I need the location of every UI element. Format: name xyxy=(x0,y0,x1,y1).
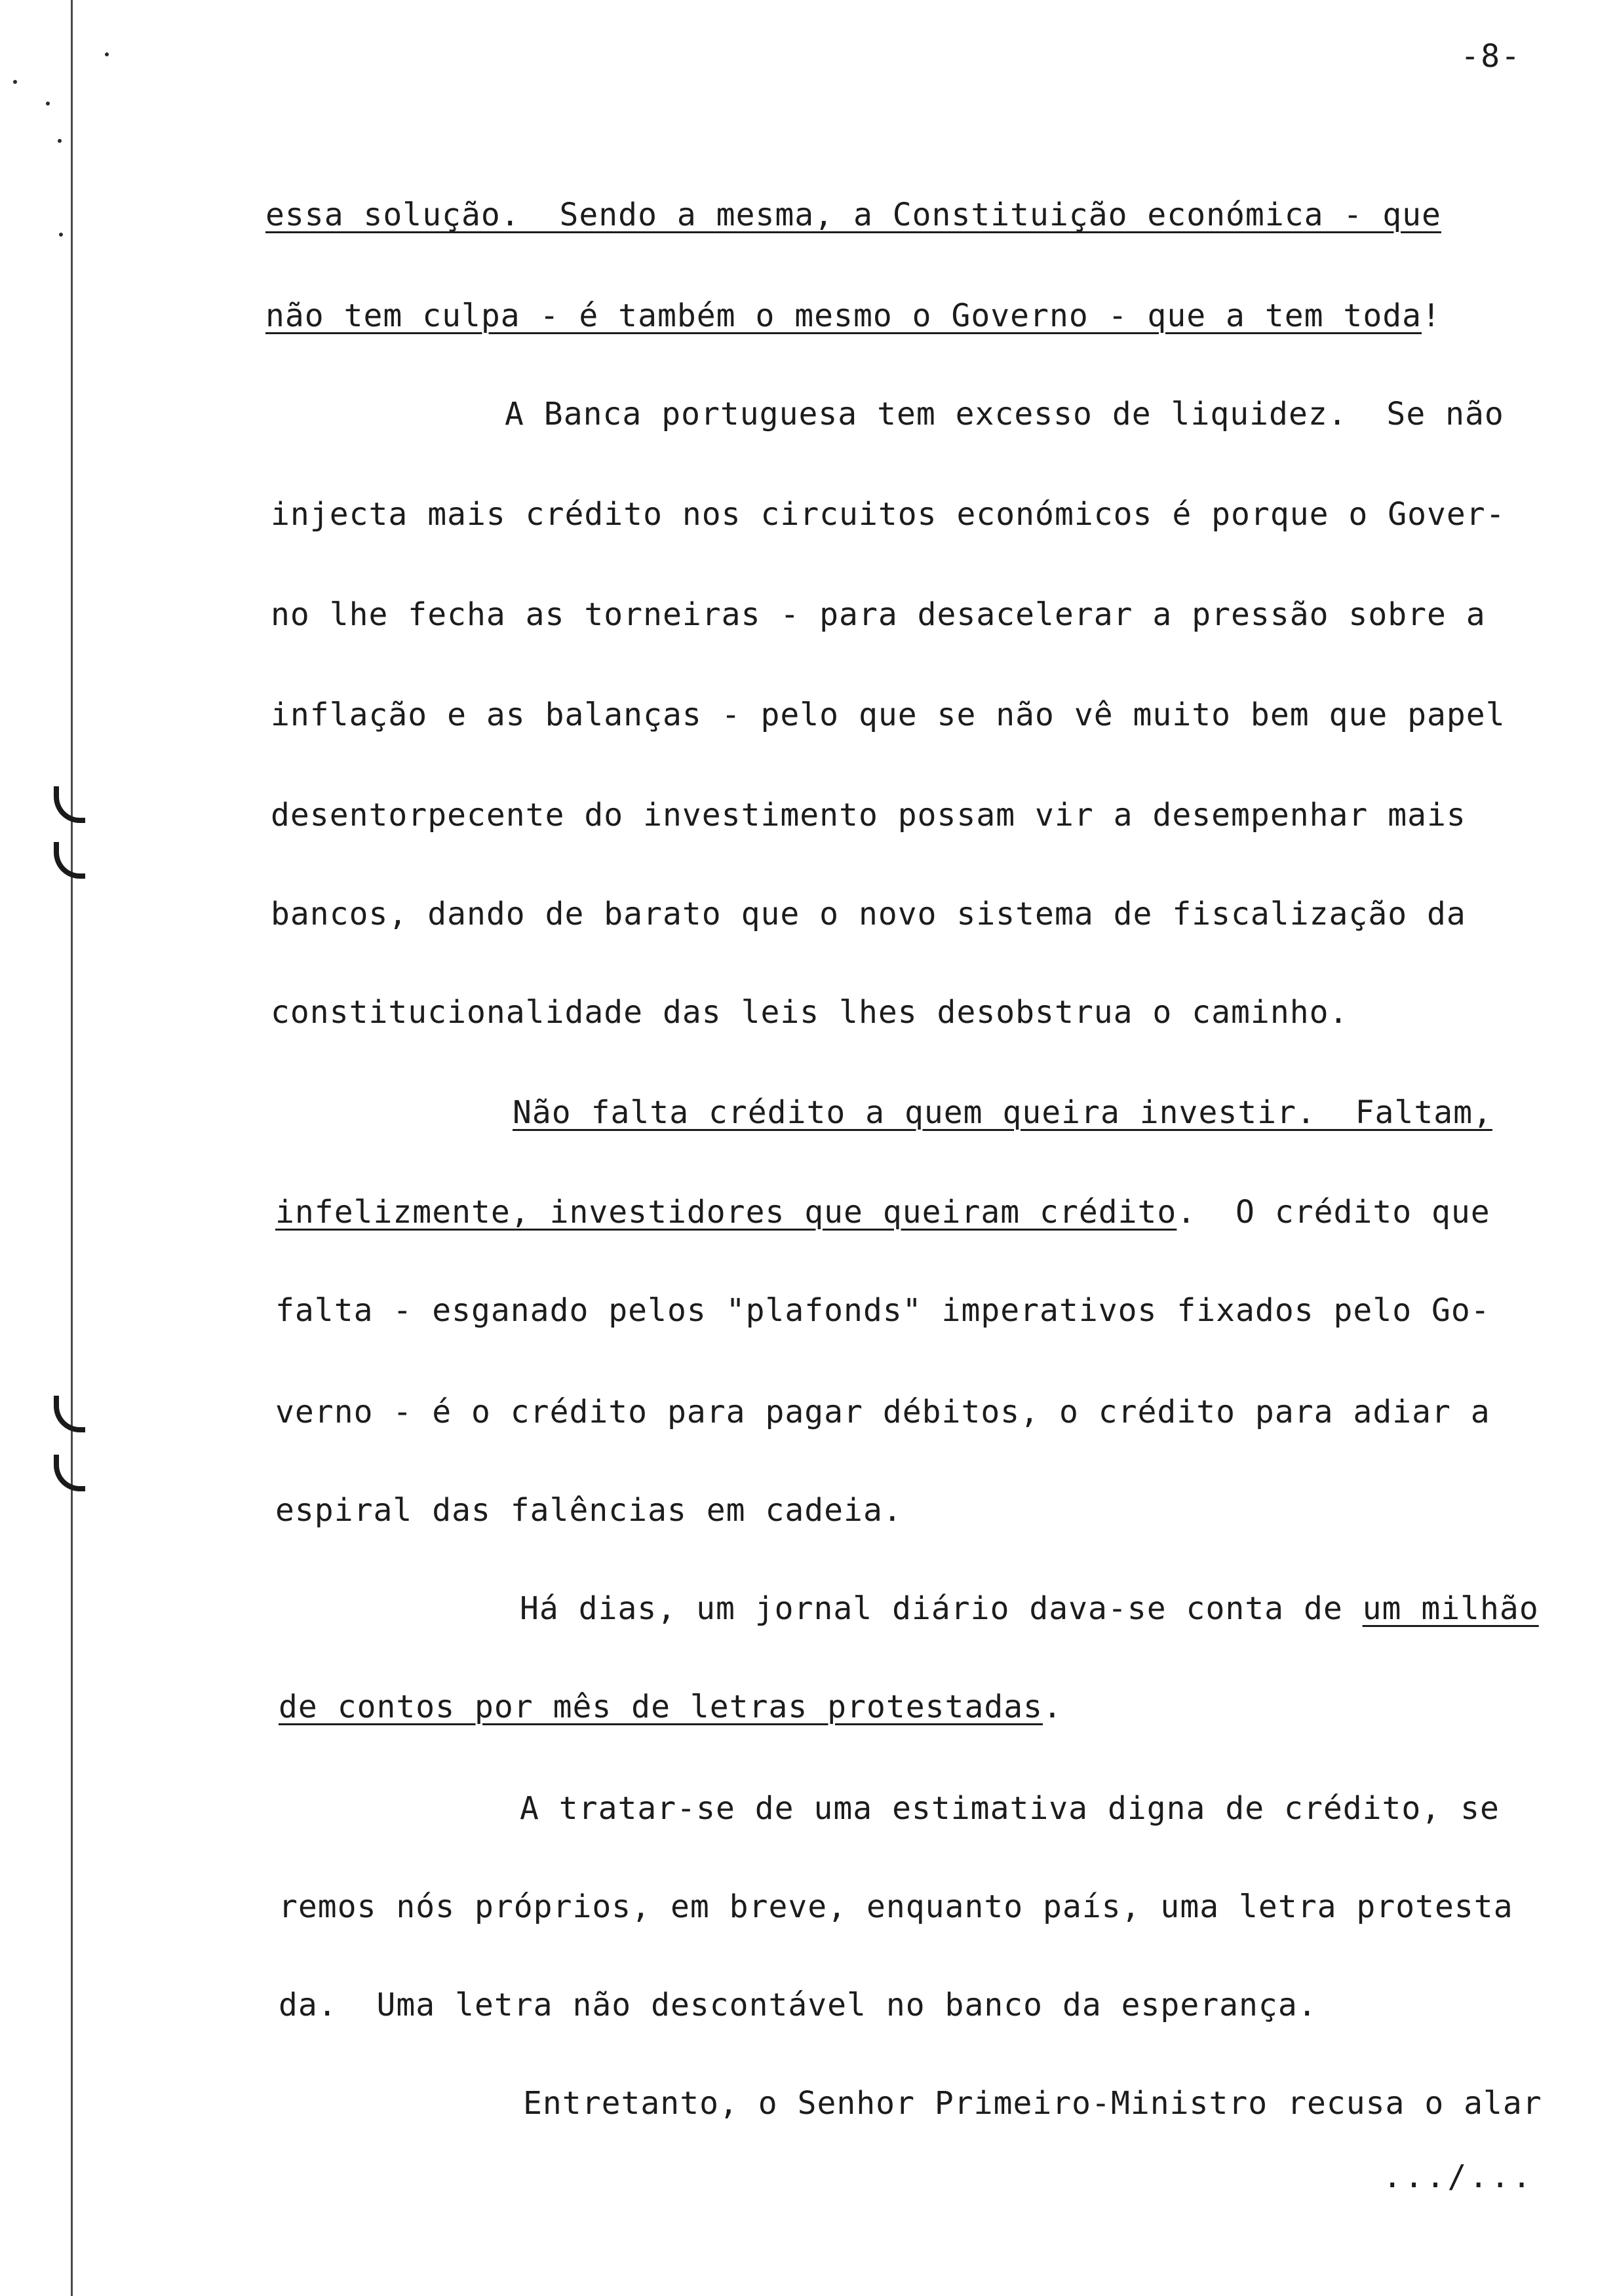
text-segment: no lhe fecha as torneiras - para desacelerar a pressão sobre a xyxy=(271,596,1486,633)
text-segment: falta - esganado pelos "plafonds" imperativos fixados pelo Go- xyxy=(275,1292,1490,1329)
text-line xyxy=(265,195,1441,235)
text-line xyxy=(271,595,1486,634)
text-line xyxy=(275,1491,903,1530)
text-line xyxy=(520,1589,1539,1628)
text-line xyxy=(279,1687,1062,1727)
underlined-text: um milhão xyxy=(1362,1590,1539,1627)
text-line xyxy=(275,1392,1490,1432)
underlined-text: não tem culpa - é também o mesmo o Governo - que a tem toda xyxy=(265,297,1422,334)
text-line xyxy=(271,993,1348,1032)
text-line xyxy=(505,394,1504,434)
text-line xyxy=(275,1193,1490,1232)
text-line xyxy=(265,296,1441,335)
text-segment: constitucionalidade das leis lhes desobstrua o caminho. xyxy=(271,994,1349,1031)
text-segment: A Banca portuguesa tem excesso de liquidez. Se não xyxy=(505,396,1504,432)
text-segment: Entretanto, o Senhor Primeiro-Ministro recusa o alar xyxy=(523,2085,1542,2122)
ink-speck xyxy=(46,102,50,105)
text-segment: inflação e as balanças - pelo que se não vê muito bem que papel xyxy=(271,697,1506,733)
text-line xyxy=(513,1093,1492,1132)
text-segment: . xyxy=(1043,1689,1062,1725)
text-line xyxy=(271,894,1466,934)
margin-bracket-mark xyxy=(54,786,85,823)
margin-bracket-mark xyxy=(54,1455,85,1491)
text-line xyxy=(523,2084,1542,2123)
ink-speck xyxy=(105,52,109,56)
ink-speck xyxy=(58,139,62,143)
text-line xyxy=(279,1887,1513,1926)
text-line xyxy=(520,1789,1500,1828)
text-line xyxy=(275,1291,1490,1330)
text-line xyxy=(271,695,1506,735)
page-number: -8- xyxy=(1460,38,1521,75)
text-segment: ! xyxy=(1422,297,1441,334)
text-segment: verno - é o crédito para pagar débitos, o crédito para adiar a xyxy=(275,1394,1490,1430)
underlined-text: de contos por mês de letras protestadas xyxy=(279,1689,1043,1725)
underlined-text: infelizmente, investidores que queiram crédito xyxy=(275,1194,1177,1231)
margin-bracket-mark xyxy=(54,1396,85,1432)
left-margin-rule xyxy=(71,0,73,2296)
text-segment: . O crédito que xyxy=(1177,1194,1490,1231)
text-segment: desentorpecente do investimento possam vir a desempenhar mais xyxy=(271,797,1466,833)
underlined-text: essa solução. Sendo a mesma, a Constituição económica - que xyxy=(265,197,1441,233)
margin-bracket-mark xyxy=(54,842,85,879)
text-segment: espiral das falências em cadeia. xyxy=(275,1492,903,1529)
underlined-text: Não falta crédito a quem queira investir. Faltam, xyxy=(513,1094,1492,1131)
text-segment: A tratar-se de uma estimativa digna de crédito, se xyxy=(520,1790,1500,1827)
continuation-mark: .../... xyxy=(1382,2158,1534,2195)
text-segment: injecta mais crédito nos circuitos económicos é porque o Gover- xyxy=(271,496,1506,533)
text-segment: Há dias, um jornal diário dava-se conta de xyxy=(520,1590,1363,1627)
ink-speck xyxy=(13,80,17,84)
text-segment: da. Uma letra não descontável no banco da esperança. xyxy=(279,1987,1317,2023)
text-line xyxy=(279,1985,1317,2025)
text-line xyxy=(271,795,1466,835)
text-line xyxy=(271,495,1506,534)
text-segment: bancos, dando de barato que o novo sistema de fiscalização da xyxy=(271,896,1466,932)
ink-speck xyxy=(59,233,63,237)
text-segment: remos nós próprios, em breve, enquanto país, uma letra protesta xyxy=(279,1888,1513,1925)
